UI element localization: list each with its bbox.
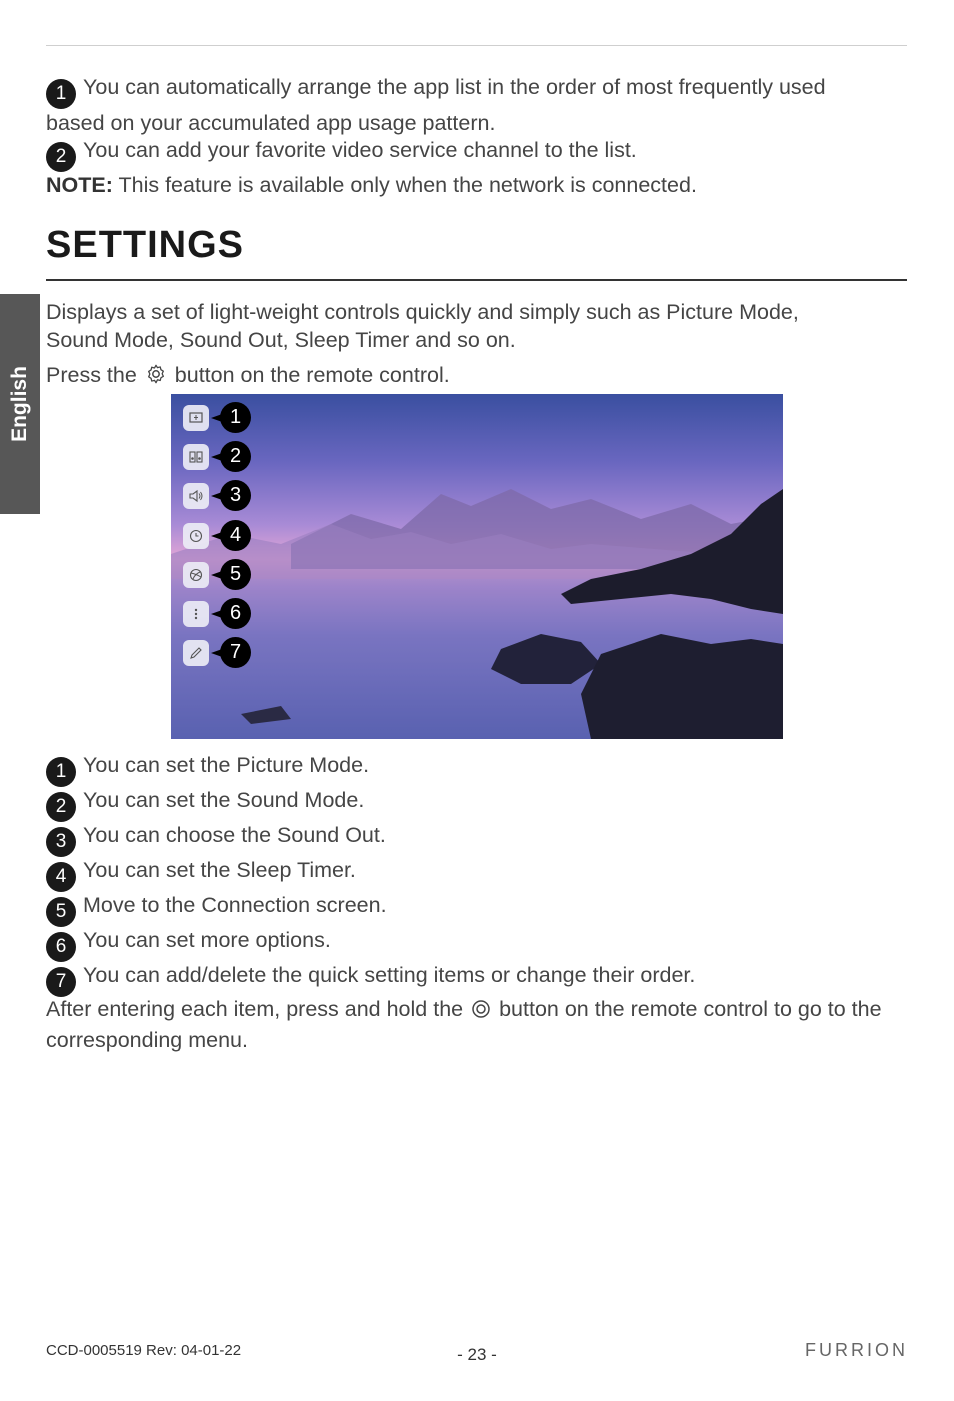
intro-item-1-text: You can automatically arrange the app list in the order of most frequently used based on your accumulated app usage pattern.	[46, 75, 826, 135]
language-tab	[0, 294, 40, 514]
legend-text: You can set the Sleep Timer.	[83, 858, 356, 882]
clock-icon[interactable]	[183, 523, 209, 549]
legend-item	[46, 751, 886, 787]
legend-item	[46, 821, 886, 857]
number-badge: 1	[46, 757, 76, 787]
tv-screenshot	[171, 394, 783, 739]
number-badge: 7	[46, 967, 76, 997]
legend-item	[46, 961, 886, 997]
quick-setting-edit[interactable]	[183, 640, 242, 666]
quick-setting-more-options[interactable]	[183, 601, 242, 627]
page-number: - 23 -	[457, 1345, 497, 1364]
ok-button-icon	[471, 998, 491, 1026]
closing-before: After entering each item, press and hold the	[46, 997, 464, 1021]
legend-text: You can set the Picture Mode.	[83, 753, 370, 777]
edit-icon[interactable]	[183, 640, 209, 666]
note-text: This feature is available only when the network is connected.	[118, 173, 697, 197]
sound-mode-icon[interactable]	[183, 444, 209, 470]
legend-item	[46, 891, 886, 927]
number-badge: 5	[46, 897, 76, 927]
press-instruction	[46, 361, 886, 392]
quick-setting-sound-out[interactable]	[183, 483, 242, 509]
quick-setting-connection[interactable]	[183, 562, 242, 588]
section-divider	[46, 279, 907, 281]
section-title: SETTINGS	[46, 224, 245, 266]
legend-item	[46, 786, 886, 822]
brand-logo: FURRION	[805, 1340, 908, 1360]
quick-setting-sleep-timer[interactable]	[183, 523, 242, 549]
legend-text: You can set the Sound Mode.	[83, 788, 365, 812]
callout-number: 5	[220, 559, 251, 590]
callout-number: 4	[220, 520, 251, 551]
number-badge: 6	[46, 932, 76, 962]
callout-number: 2	[220, 441, 251, 472]
quick-setting-picture-mode[interactable]	[183, 405, 242, 431]
note	[46, 171, 886, 199]
note-label: NOTE:	[46, 173, 113, 197]
picture-mode-icon[interactable]	[183, 405, 209, 431]
top-divider	[46, 45, 907, 46]
number-badge: 4	[46, 862, 76, 892]
legend-text: You can set more options.	[83, 928, 331, 952]
number-badge: 2	[46, 142, 76, 172]
document-id: CCD-0005519 Rev: 04-01-22	[46, 1342, 242, 1359]
callout-number: 7	[220, 637, 251, 668]
intro-item-2	[46, 136, 886, 172]
intro-item-2-text: You can add your favorite video service channel to the list.	[83, 138, 637, 162]
landscape-image	[171, 394, 783, 739]
legend-item	[46, 856, 886, 892]
section-description: Displays a set of light-weight controls quickly and simply such as Picture Mode, Sound Mode, Sound Out, Sleep Timer and so on.	[46, 300, 799, 352]
number-badge: 1	[46, 79, 76, 109]
legend-text: Move to the Connection screen.	[83, 893, 387, 917]
more-options-icon[interactable]	[183, 601, 209, 627]
press-before: Press the	[46, 363, 137, 387]
legend-text: You can add/delete the quick setting items or change their order.	[83, 963, 696, 987]
callout-number: 3	[220, 480, 251, 511]
number-badge: 3	[46, 827, 76, 857]
speaker-icon[interactable]	[183, 483, 209, 509]
intro-item-1	[46, 73, 886, 137]
legend-item	[46, 926, 886, 962]
press-after: button on the remote control.	[174, 363, 450, 387]
gear-icon	[145, 363, 167, 392]
closing-note	[46, 995, 886, 1054]
closing-after: button on the remote control to go to the corresponding menu.	[46, 997, 882, 1052]
legend-text: You can choose the Sound Out.	[83, 823, 386, 847]
number-badge: 2	[46, 792, 76, 822]
connection-icon[interactable]	[183, 562, 209, 588]
quick-setting-sound-mode[interactable]	[183, 444, 242, 470]
callout-number: 6	[220, 598, 251, 629]
callout-number: 1	[220, 402, 251, 433]
language-tab-label: English	[8, 366, 31, 442]
